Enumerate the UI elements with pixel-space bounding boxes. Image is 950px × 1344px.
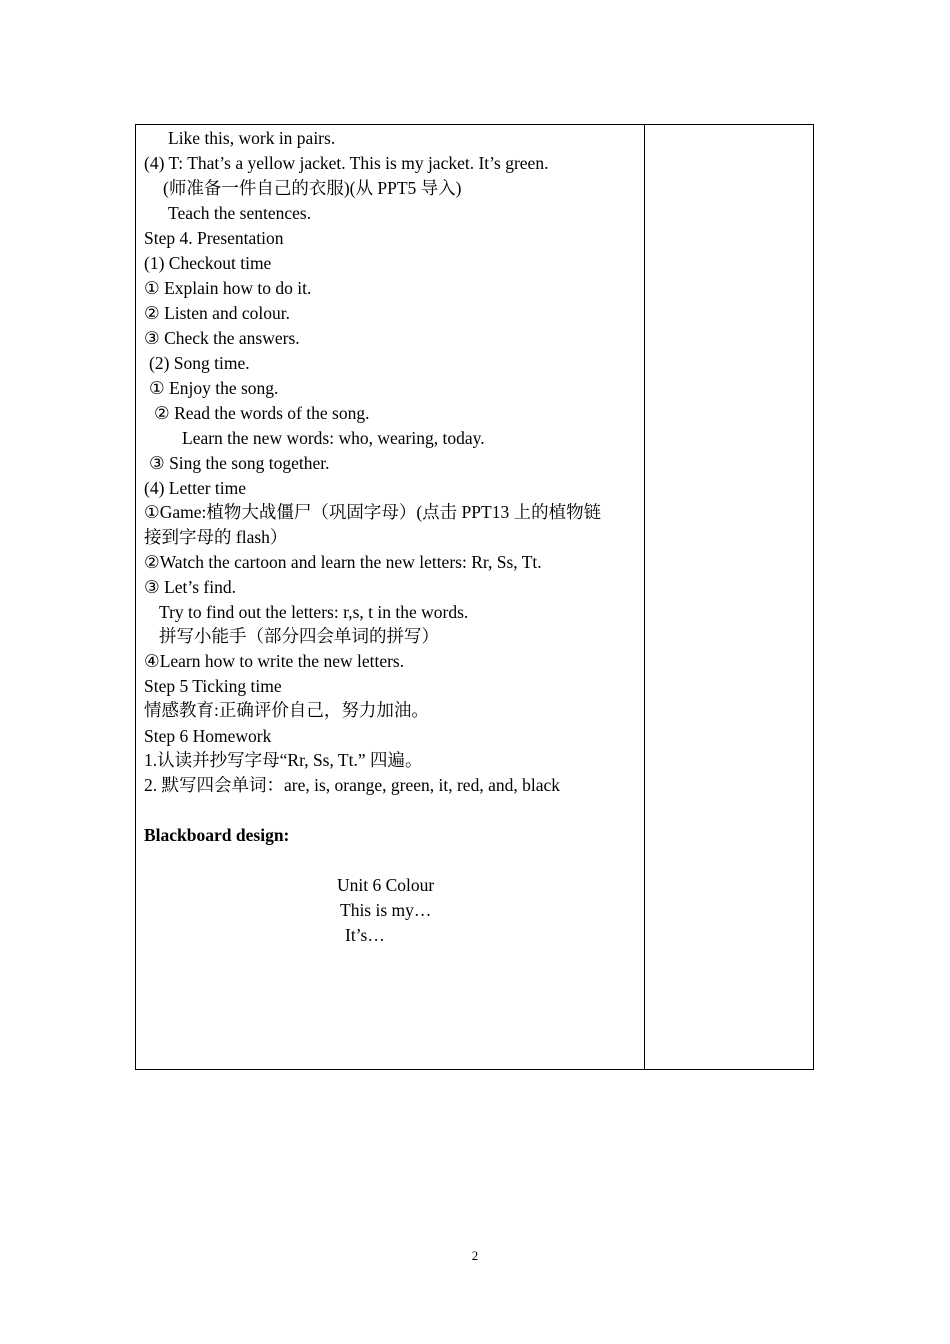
text-line: (师准备一件自己的衣服)(从 PPT5 导入) [163, 178, 462, 198]
text-line: 2. 默写四会单词：are, is, orange, green, it, red, and, black [144, 775, 560, 795]
text-line: ③ Let’s find. [144, 577, 236, 597]
page-number: 2 [471, 1248, 479, 1263]
text-line: 拼写小能手（部分四会单词的拼写） [159, 626, 439, 646]
text-line: Step 4. Presentation [144, 228, 284, 248]
text-line: Like this, work in pairs. [168, 128, 336, 148]
text-line: (4) T: That’s a yellow jacket. This is my jacket. It’s green. [144, 153, 549, 173]
text-line: ② Read the words of the song. [154, 403, 370, 423]
blackboard-line: It’s… [345, 925, 385, 945]
text-line: Learn the new words: who, wearing, today. [182, 428, 485, 448]
blackboard-line: This is my… [340, 900, 432, 920]
text-line: Try to find out the letters: r,s, t in the words. [159, 602, 469, 622]
text-line: Step 6 Homework [144, 726, 272, 746]
text-line: 情感教育:正确评价自己，努力加油。 [144, 700, 429, 720]
text-line: ①Game:植物大战僵尸（巩固字母）(点击 PPT13 上的植物链 [144, 502, 602, 522]
text-line: 接到字母的 flash） [144, 527, 288, 547]
text-line: (4) Letter time [144, 478, 247, 498]
text-line: ② Listen and colour. [144, 303, 290, 323]
text-line: ③ Sing the song together. [149, 453, 330, 473]
text-line: Step 5 Ticking time [144, 676, 282, 696]
text-line: (2) Song time. [149, 353, 250, 373]
text-line: 1.认读并抄写字母“Rr, Ss, Tt.” 四遍。 [144, 750, 423, 770]
text-line: (1) Checkout time [144, 253, 272, 273]
text-line: ③ Check the answers. [144, 328, 300, 348]
text-line: ① Explain how to do it. [144, 278, 312, 298]
blackboard-heading: Blackboard design: [144, 825, 290, 845]
table-column-divider [644, 124, 645, 1070]
text-line: ④Learn how to write the new letters. [144, 651, 405, 671]
blackboard-title: Unit 6 Colour [337, 875, 435, 895]
text-line: ① Enjoy the song. [149, 378, 279, 398]
text-line: Teach the sentences. [168, 203, 312, 223]
text-line: ②Watch the cartoon and learn the new letters: Rr, Ss, Tt. [144, 552, 542, 572]
